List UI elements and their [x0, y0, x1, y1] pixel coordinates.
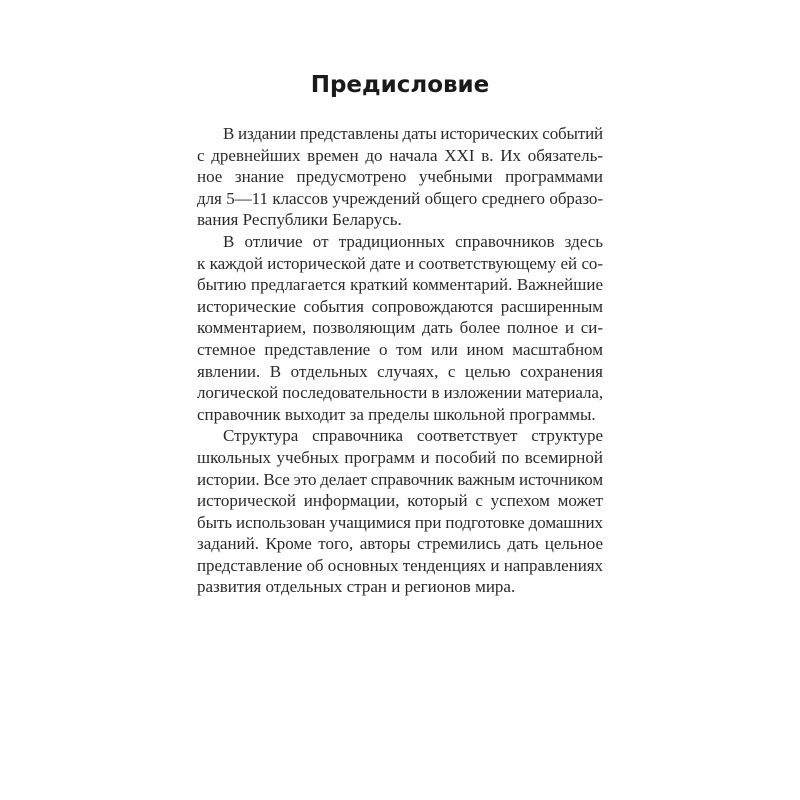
- paragraph: [197, 123, 603, 231]
- text-line: В отличие от традиционных справочников здесь: [223, 231, 603, 251]
- text-line: для 5—11 классов учреждений общего среднего образо-: [197, 188, 603, 208]
- text-line: бытию предлагается краткий комментарий. Важнейшие: [197, 275, 603, 295]
- text-line: школьных учебных программ и пособий по всемирной: [197, 447, 603, 467]
- text-line: явлении. В отдельных случаях, с целью сохранения: [197, 361, 603, 381]
- text-line: справочник выходит за пределы школьной программы.: [197, 404, 596, 424]
- text-line: стемное представление о том или ином масштабном: [197, 339, 603, 359]
- text-line: Структура справочника соответствует структуре: [223, 426, 603, 446]
- text-line: представление об основных тенденциях и направлениях: [197, 555, 603, 575]
- text-line: вания Республики Беларусь.: [197, 210, 402, 230]
- text-line: В издании представлены даты исторических событий: [223, 124, 603, 143]
- text-line: к каждой исторической дате и соответствующему ей со-: [197, 253, 603, 273]
- preface-body: [197, 123, 603, 598]
- page-title: Предисловие: [310, 72, 490, 98]
- text-line: заданий. Кроме того, авторы стремились дать цельное: [197, 534, 603, 554]
- text-line: исторической информации, который с успехом может: [197, 491, 603, 511]
- text-line: логической последовательности в изложении материала,: [197, 383, 603, 403]
- paragraph: [197, 425, 603, 598]
- paragraph: [197, 231, 603, 425]
- text-line: ное знание предусмотрено учебными программами: [197, 167, 603, 187]
- text-line: истории. Все это делает справочник важным источником: [197, 469, 603, 489]
- text-line: развития отдельных стран и регионов мира.: [197, 577, 516, 597]
- text-line: быть использован учащимися при подготовке домашних: [197, 512, 604, 532]
- text-line: с древнейших времен до начала XXI в. Их обязатель-: [197, 145, 603, 165]
- text-line: комментарием, позволяющим дать более полное и си-: [197, 318, 603, 338]
- text-line: исторические события сопровождаются расширенным: [197, 296, 603, 316]
